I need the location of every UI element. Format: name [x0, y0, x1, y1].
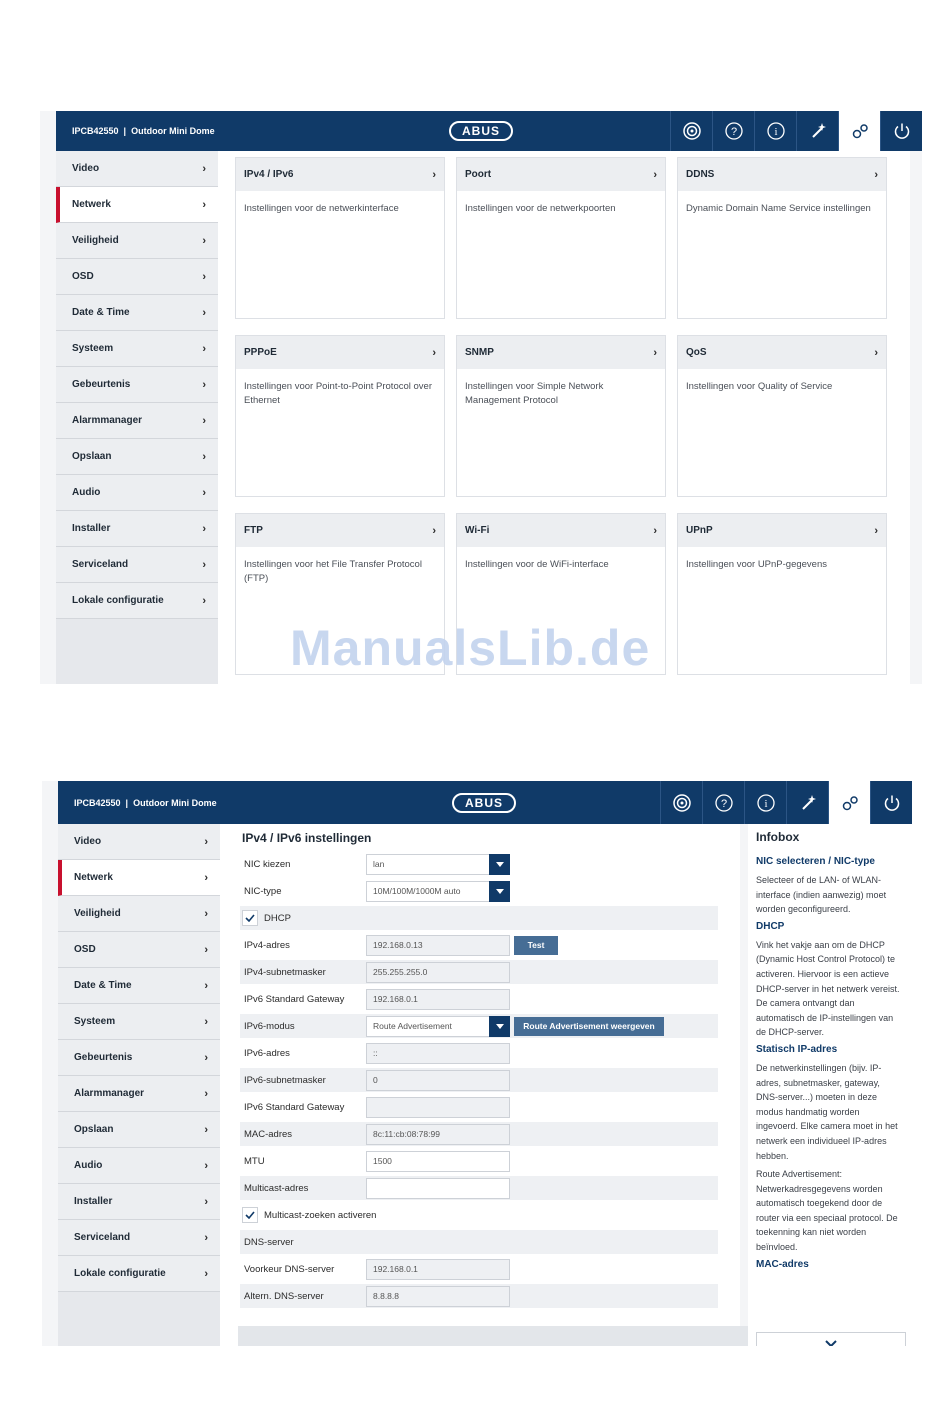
ipv6-adres-field[interactable]: :: [366, 1043, 510, 1064]
card-title: Wi-Fi [465, 525, 490, 536]
chevron-down-icon [489, 881, 510, 902]
magic-wand-icon[interactable] [796, 111, 838, 151]
top-bar [56, 111, 922, 151]
sidebar-item-audio[interactable]: Audio › [56, 475, 218, 511]
svg-text:i: i [773, 126, 778, 138]
chevron-right-icon: › [204, 1195, 208, 1208]
ipv6-gateway-field[interactable]: 192.168.0.1 [366, 989, 510, 1010]
chevron-right-icon: › [202, 378, 206, 391]
card-title: QoS [686, 347, 707, 358]
sidebar-item-gebeurtenis[interactable]: Gebeurtenis › [56, 367, 218, 403]
row-ipv6-modus: IPv6-modus Route Advertisement Route Advertisement weergeven [240, 1014, 718, 1038]
infobox-title: Infobox [756, 830, 800, 844]
toolbar-icons [660, 781, 912, 824]
sidebar-item-lokale-configuratie[interactable]: Lokale configuratie › [56, 583, 218, 619]
chevron-right-icon: › [202, 162, 206, 175]
chevron-right-icon: › [432, 168, 436, 181]
card-description: Instellingen voor het File Transfer Protocol (FTP) [244, 559, 422, 584]
checkmark-icon [245, 1211, 255, 1219]
infobox-text: De netwerkinstellingen (bijv. IP-adres, subnetmasker, gateway, DNS-server...) moeten in deze modus handmatig worden ingevoerd. Elke camera moet in het netwerk een individueel IP-adres hebben. [756, 1062, 898, 1161]
chevron-right-icon: › [202, 558, 206, 571]
chevron-right-icon: › [432, 346, 436, 359]
chevron-right-icon: › [204, 943, 208, 956]
infobox-text: Selecteer of de LAN- of WLAN-interface (indien aanwezig) moet worden geconfigureerd. [756, 875, 887, 915]
infobox-expand-button[interactable] [756, 1332, 906, 1346]
row-multicast-adres: Multicast-adres [240, 1176, 718, 1200]
chevron-right-icon: › [653, 168, 657, 181]
chevron-right-icon: › [204, 979, 208, 992]
row-altern-dns: Altern. DNS-server 8.8.8.8 [240, 1284, 718, 1308]
chevron-right-icon: › [204, 1231, 208, 1244]
sidebar-item-osd[interactable]: OSD › [56, 259, 218, 295]
chevron-right-icon: › [204, 1087, 208, 1100]
voorkeur-dns-field[interactable]: 192.168.0.1 [366, 1259, 510, 1280]
row-ipv6-subnetmasker: IPv6-subnetmasker 0 [240, 1068, 718, 1092]
row-mac-adres: MAC-adres 8c:11:cb:08:78:99 [240, 1122, 718, 1146]
multicast-adres-field[interactable] [366, 1178, 510, 1199]
infobox [748, 824, 912, 1346]
sidebar-item-gebeurtenis[interactable]: Gebeurtenis › [58, 1040, 220, 1076]
help-icon[interactable] [702, 781, 744, 824]
ipv6-gateway-2-field[interactable] [366, 1097, 510, 1118]
chevron-right-icon: › [204, 1267, 208, 1280]
chevron-right-icon: › [653, 346, 657, 359]
infobox-text: Route Advertisement: Netwerkadresgegevens worden automatisch toegekend door de router via een speciaal protocol. De toekenning kan niet worden beïnvloed. [756, 1169, 898, 1253]
abus-logo: ABUS [449, 121, 513, 141]
card-description: Instellingen voor de netwerkpoorten [465, 203, 616, 214]
card-title: UPnP [686, 525, 713, 536]
info-icon[interactable] [744, 781, 786, 824]
sidebar-item-video[interactable]: Video › [56, 151, 218, 187]
row-nic-kiezen: NIC kiezen lan [240, 852, 718, 876]
altern-dns-field[interactable]: 8.8.8.8 [366, 1286, 510, 1307]
chevron-right-icon: › [202, 342, 206, 355]
help-icon[interactable] [712, 111, 754, 151]
sidebar-item-opslaan[interactable]: Opslaan › [56, 439, 218, 475]
infobox-text: Vink het vakje aan om de DHCP (Dynamic Host Control Protocol) te activeren. Hiervoor is een actieve DHCP-server in het netwerk vereist. De camera ontvangt dan automatisch de IP-instellingen van de DHCP-server. [756, 939, 900, 1038]
sidebar-item-systeem[interactable]: Systeem › [56, 331, 218, 367]
sidebar-item-osd[interactable]: OSD › [58, 932, 220, 968]
sidebar-item-installer[interactable]: Installer › [56, 511, 218, 547]
camera-lens-icon[interactable] [670, 111, 712, 151]
chevron-right-icon: › [874, 346, 878, 359]
sidebar-item-serviceland[interactable]: Serviceland › [58, 1220, 220, 1256]
mtu-field[interactable]: 1500 [366, 1151, 510, 1172]
card-description: Instellingen voor Quality of Service [686, 381, 833, 392]
multicast-zoeken-checkbox[interactable] [242, 1207, 258, 1223]
nic-kiezen-select[interactable]: lan [366, 854, 510, 875]
ipv4-subnetmasker-field[interactable]: 255.255.255.0 [366, 962, 510, 983]
infobox-heading: DHCP [756, 920, 785, 932]
chevron-right-icon: › [202, 414, 206, 427]
device-title: IPCB42550 | Outdoor Mini Dome [72, 126, 215, 136]
card-ddns[interactable] [677, 157, 887, 319]
sidebar-item-opslaan[interactable]: Opslaan › [58, 1112, 220, 1148]
chevron-down-icon [489, 1016, 510, 1037]
ipv4-ipv6-settings-screen [42, 781, 912, 1346]
sidebar-item-veiligheid[interactable]: Veiligheid › [56, 223, 218, 259]
card-pppoe[interactable] [235, 335, 445, 497]
chevron-right-icon: › [204, 1015, 208, 1028]
camera-lens-icon[interactable] [660, 781, 702, 824]
card-description: Instellingen voor de WiFi-interface [465, 559, 609, 570]
chevron-right-icon: › [204, 1123, 208, 1136]
card-description: Instellingen voor Point-to-Point Protocol over Ethernet [244, 381, 432, 406]
chevron-right-icon: › [653, 524, 657, 537]
row-ipv6-gateway-2: IPv6 Standard Gateway [240, 1095, 718, 1119]
card-ipv4-ipv6[interactable] [235, 157, 445, 319]
row-dhcp: DHCP [240, 906, 718, 930]
mac-adres-field[interactable]: 8c:11:cb:08:78:99 [366, 1124, 510, 1145]
chevron-right-icon: › [874, 168, 878, 181]
row-voorkeur-dns: Voorkeur DNS-server 192.168.0.1 [240, 1257, 718, 1281]
infobox-heading: MAC-adres [756, 1258, 809, 1270]
magic-wand-icon[interactable] [786, 781, 828, 824]
sidebar-item-serviceland[interactable]: Serviceland › [56, 547, 218, 583]
svg-text:?: ? [720, 797, 727, 810]
chevron-right-icon: › [202, 486, 206, 499]
chevron-down-icon [825, 1340, 837, 1346]
sidebar-item-video[interactable]: Video › [58, 824, 220, 860]
ipv4-adres-field[interactable]: 192.168.0.13 [366, 935, 510, 956]
network-card-grid [218, 151, 910, 684]
sidebar-item-systeem[interactable]: Systeem › [58, 1004, 220, 1040]
sidebar [56, 151, 218, 684]
card-title: Poort [465, 169, 492, 180]
card-description: Instellingen voor de netwerkinterface [244, 203, 399, 214]
card-poort[interactable] [456, 157, 666, 319]
infobox-heading: Statisch IP-adres [756, 1043, 838, 1055]
row-ipv6-adres: IPv6-adres :: [240, 1041, 718, 1065]
card-title: IPv4 / IPv6 [244, 169, 294, 180]
infobox-heading: NIC selecteren / NIC-type [756, 856, 875, 867]
watermark: ManualsLib.de [290, 620, 651, 676]
sidebar-item-installer[interactable]: Installer › [58, 1184, 220, 1220]
ipv6-subnetmasker-field[interactable]: 0 [366, 1070, 510, 1091]
chevron-right-icon: › [204, 1159, 208, 1172]
row-ipv4-adres: IPv4-adres 192.168.0.13 Test [240, 933, 718, 957]
row-ipv6-gateway: IPv6 Standard Gateway 192.168.0.1 [240, 987, 718, 1011]
page-title: IPv4 / IPv6 instellingen [242, 831, 372, 845]
sidebar-item-date-time[interactable]: Date & Time › [56, 295, 218, 331]
sidebar-item-netwerk[interactable]: Netwerk › [56, 187, 218, 223]
row-mtu: MTU 1500 [240, 1149, 718, 1173]
test-button[interactable]: Test [514, 936, 558, 955]
nic-type-select[interactable]: 10M/100M/1000M auto [366, 881, 510, 902]
card-title: FTP [244, 525, 263, 536]
row-multicast-zoeken: Multicast-zoeken activeren [240, 1203, 718, 1227]
sidebar [58, 824, 220, 1346]
route-advertisement-button[interactable]: Route Advertisement weergeven [514, 1017, 664, 1036]
top-bar [58, 781, 912, 824]
chevron-right-icon: › [204, 1051, 208, 1064]
chevron-right-icon: › [202, 306, 206, 319]
chevron-right-icon: › [204, 871, 208, 884]
sidebar-item-date-time[interactable]: Date & Time › [58, 968, 220, 1004]
row-ipv4-subnetmasker: IPv4-subnetmasker 255.255.255.0 [240, 960, 718, 984]
sidebar-item-netwerk[interactable]: Netwerk › [58, 860, 220, 896]
sidebar-item-alarmmanager[interactable]: Alarmmanager › [58, 1076, 220, 1112]
card-snmp[interactable] [456, 335, 666, 497]
card-description: Instellingen voor Simple Network Management Protocol [465, 381, 604, 406]
sidebar-item-audio[interactable]: Audio › [58, 1148, 220, 1184]
power-icon[interactable] [880, 111, 922, 151]
chevron-right-icon: › [202, 270, 206, 283]
card-qos[interactable] [677, 335, 887, 497]
info-icon[interactable] [754, 111, 796, 151]
svg-text:?: ? [730, 126, 737, 138]
checkmark-icon [245, 914, 255, 922]
settings-gears-icon[interactable] [828, 781, 870, 824]
card-title: PPPoE [244, 347, 277, 358]
row-nic-type: NIC-type 10M/100M/1000M auto [240, 879, 718, 903]
chevron-right-icon: › [202, 198, 206, 211]
svg-text:i: i [763, 797, 768, 810]
toolbar-icons [670, 111, 922, 151]
chevron-right-icon: › [202, 522, 206, 535]
chevron-down-icon [489, 854, 510, 875]
sidebar-item-veiligheid[interactable]: Veiligheid › [58, 896, 220, 932]
chevron-right-icon: › [202, 594, 206, 607]
device-title: IPCB42550 | Outdoor Mini Dome [74, 797, 217, 808]
chevron-right-icon: › [204, 835, 208, 848]
chevron-right-icon: › [202, 234, 206, 247]
settings-gears-icon[interactable] [838, 111, 880, 151]
chevron-right-icon: › [874, 524, 878, 537]
chevron-right-icon: › [204, 907, 208, 920]
dhcp-checkbox[interactable] [242, 910, 258, 926]
sidebar-item-lokale-configuratie[interactable]: Lokale configuratie › [58, 1256, 220, 1292]
network-overview-screen [40, 111, 922, 684]
card-description: Dynamic Domain Name Service instellingen [686, 203, 871, 214]
card-title: DDNS [686, 169, 715, 180]
card-upnp[interactable] [677, 513, 887, 675]
card-title: SNMP [465, 347, 494, 358]
abus-logo: ABUS [452, 793, 516, 813]
card-description: Instellingen voor UPnP-gegevens [686, 559, 828, 570]
chevron-right-icon: › [432, 524, 436, 537]
sidebar-item-alarmmanager[interactable]: Alarmmanager › [56, 403, 218, 439]
row-dns-server: DNS-server [240, 1230, 718, 1254]
ipv6-modus-select[interactable]: Route Advertisement [366, 1016, 510, 1037]
chevron-right-icon: › [202, 450, 206, 463]
ipv4-ipv6-form [220, 824, 740, 1346]
power-icon[interactable] [870, 781, 912, 824]
